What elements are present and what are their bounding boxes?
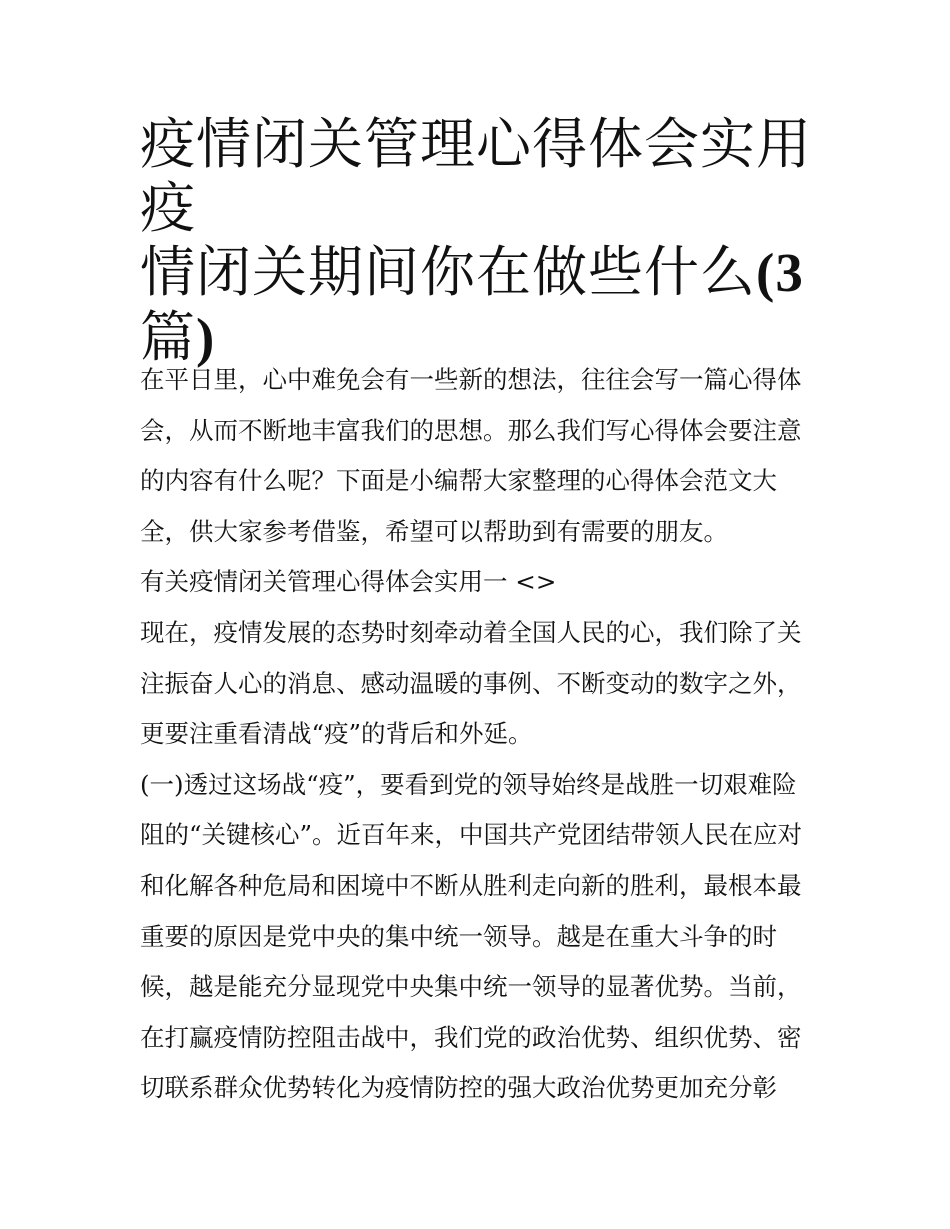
title-line-2: 情闭关期间你在做些什么	[140, 240, 757, 304]
text-line: 和化解各种危局和困境中不断从胜利走向新的胜利，最根本最	[140, 870, 802, 900]
document-body	[140, 355, 820, 1114]
text-line: 阻的“关键核心”。近百年来，中国共产党团结带领人民在应对	[140, 820, 803, 850]
document-title	[140, 112, 820, 370]
intro-paragraph	[140, 355, 820, 557]
text-line: 现在，疫情发展的态势时刻牵动着全国人民的心，我们除了关	[140, 617, 802, 647]
section-heading: 有关疫情闭关管理心得体会实用一 <>	[140, 567, 557, 597]
text-line: 的内容有什么呢？下面是小编帮大家整理的心得体会范文大	[140, 466, 777, 496]
title-line-2-count: (3	[756, 242, 804, 303]
title-line-3: 篇	[140, 305, 197, 369]
text-line: 在打赢疫情防控阻击战中，我们党的政治优势、组织优势、密	[140, 1022, 802, 1052]
text-line: 在平日里，心中难免会有一些新的想法，往往会写一篇心得体	[140, 365, 802, 394]
paragraph-2	[140, 760, 820, 1114]
text-line: 重要的原因是党中央的集中统一领导。越是在重大斗争的时	[140, 921, 777, 951]
text-line: 更要注重看清战“疫”的背后和外延。	[140, 719, 533, 749]
text-line: 注振奋人心的消息、感动温暖的事例、不断变动的数字之外，	[140, 668, 802, 698]
paragraph-1	[140, 608, 820, 760]
text-line: 候，越是能充分显现党中央集中统一领导的显著优势。当前，	[140, 972, 802, 1002]
text-line: 全，供大家参考借鉴，希望可以帮助到有需要的朋友。	[140, 516, 728, 546]
text-line: 会，从而不断地丰富我们的思想。那么我们写心得体会要注意	[140, 415, 802, 445]
text-line: (一)透过这场战“疫”，要看到党的领导始终是战胜一切艰难险	[140, 769, 797, 799]
title-line-3-paren: )	[196, 307, 216, 368]
text-line: 切联系群众优势转化为疫情防控的强大政治优势更加充分彰	[140, 1073, 777, 1103]
title-line-1: 疫情闭关管理心得体会实用 疫	[140, 112, 813, 240]
